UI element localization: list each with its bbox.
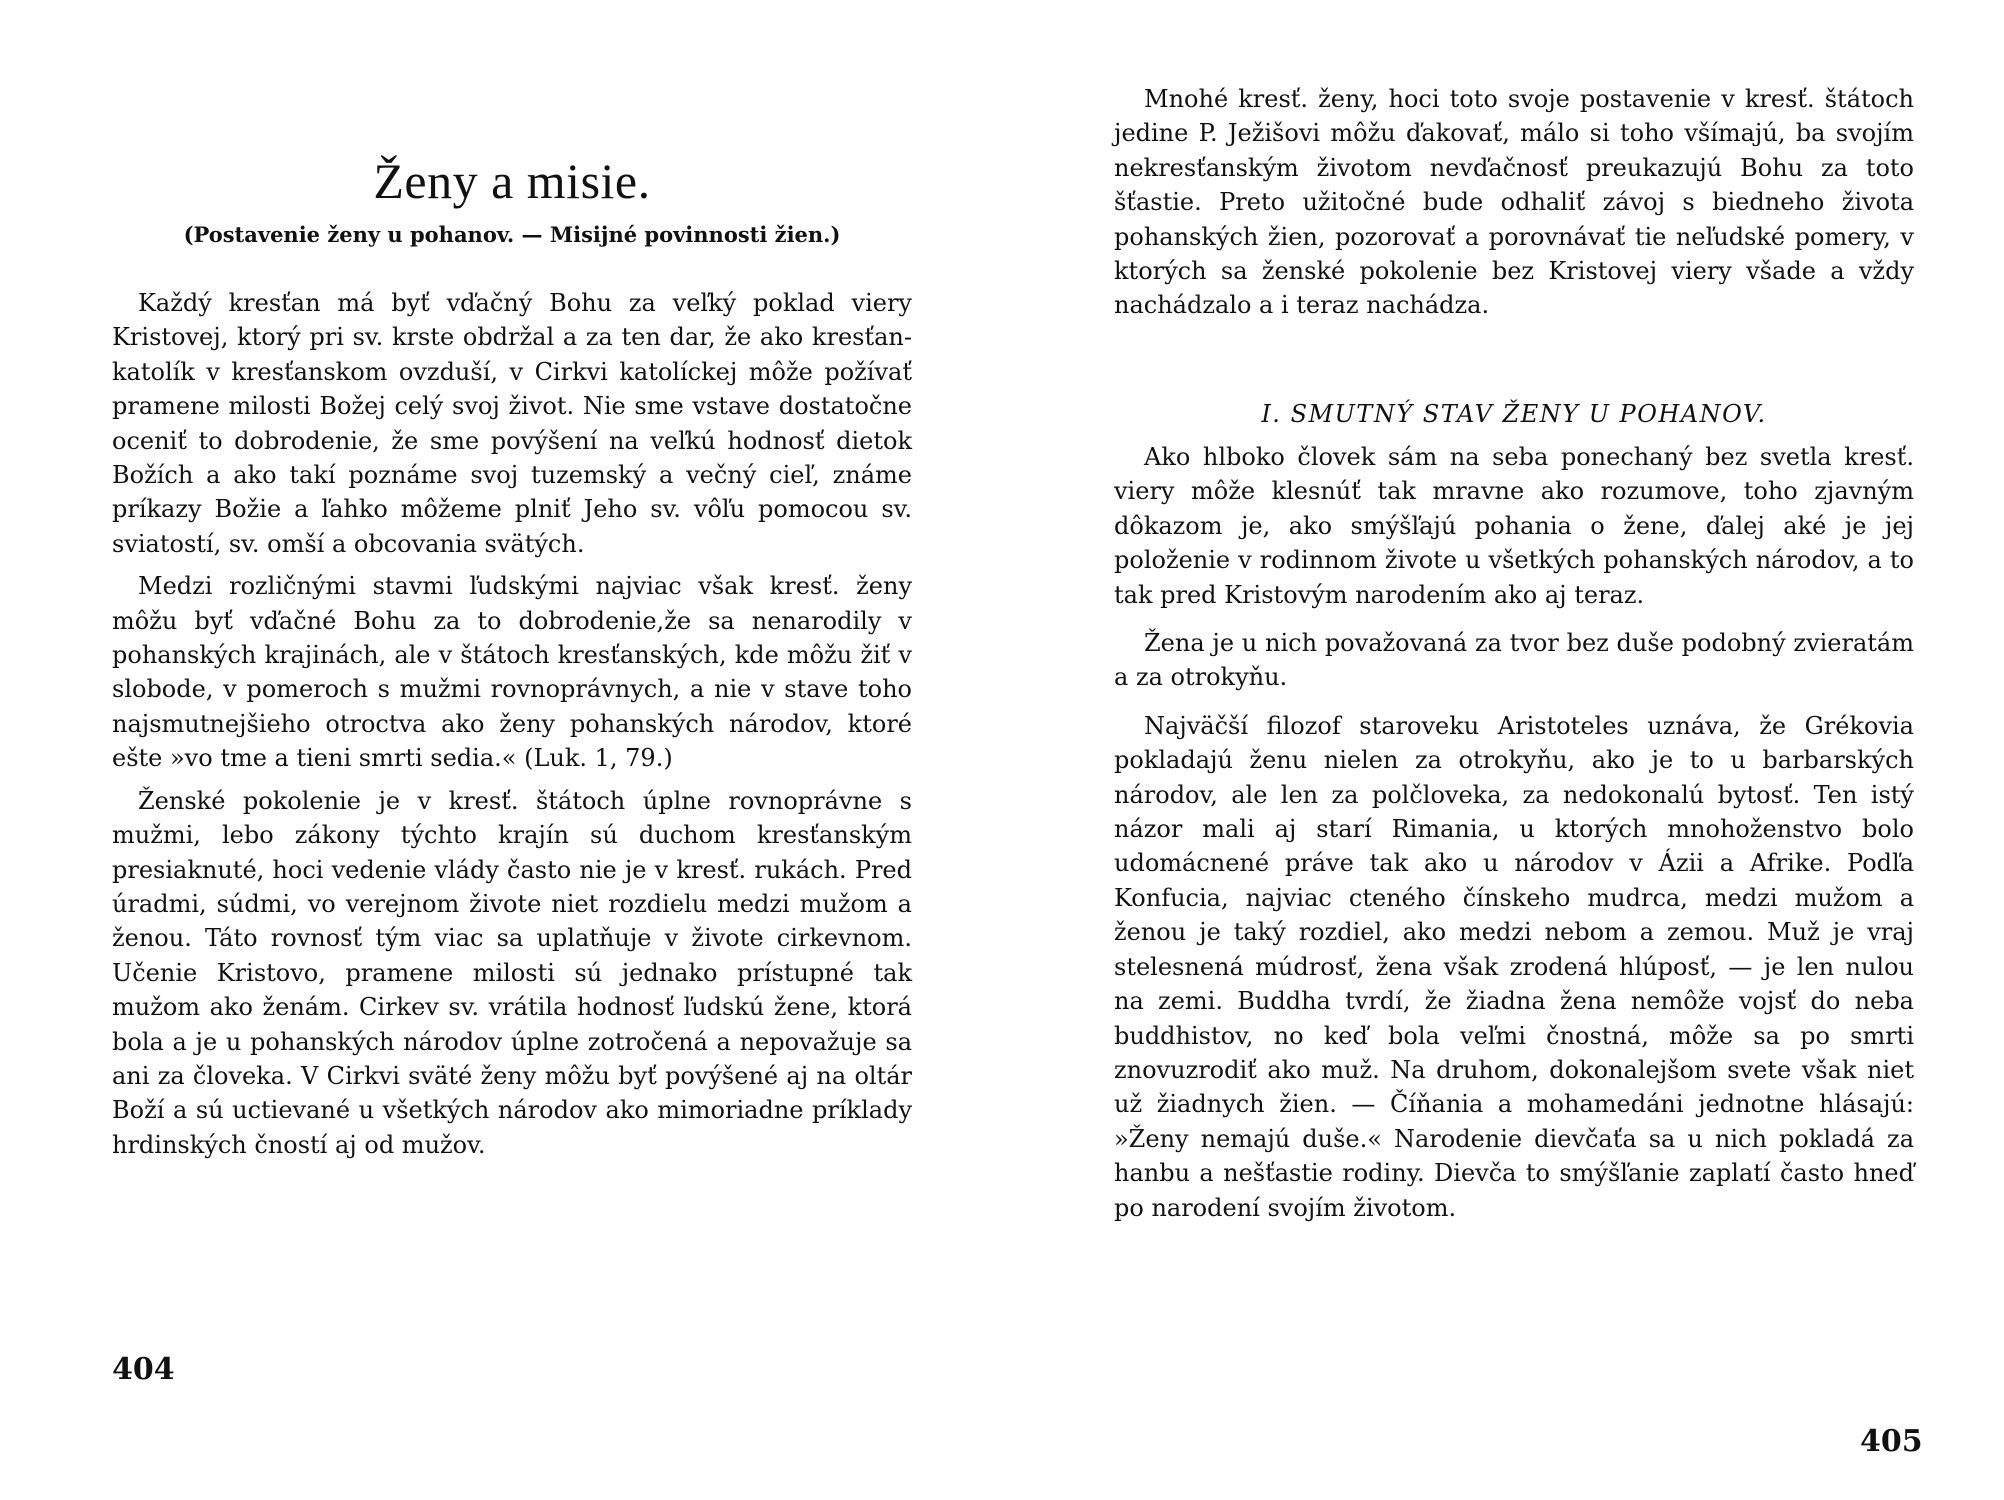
chapter-title: Ženy a misie. (373, 153, 651, 209)
page-number-left: 404 (112, 1352, 175, 1387)
paragraph: Mnohé kresť. ženy, hoci toto svoje postavenie v kresť. štátoch jedine P. Ježišovi môžu ďakovať, málo si toho všímajú, ba svojím nekresťanským životom nevďačnosť preukazujú Bohu za toto šťastie. Preto užitočné bude odhaliť závoj s biedneho života pohanských žien, pozorovať a porovnávať tie neľudské pomery, v ktorých sa ženské pokolenie bez Kristovej viery všade a vždy nachádzalo a i teraz nachádza. (1114, 85, 1914, 320)
paragraph: Ženské pokolenie je v kresť. štátoch úplne rovnoprávne s mužmi, lebo zákony týchto krajín sú duchom kresťanským presiaknuté, hoci vedenie vlády často nie je v kresť. rukách. Pred úradmi, súdmi, vo verejnom živote niet rozdielu medzi mužom a ženou. Táto rovnosť tým viac sa uplatňuje v živote cirkevnom. Učenie Kristovo, pramene milosti sú jednako prístupné tak mužom ako ženám. Cirkev sv. vrátila hodnosť ľudskú žene, ktorá bola a je u pohanských národov úplne zotročená a nepovažuje sa ani za človeka. V Cirkvi sväté ženy môžu byť povýšené aj na oltár Boží a sú uctievané u všetkých národov ako mimoriadne príklady hrdinských čností aj od mužov. (112, 786, 912, 1159)
paragraph: Každý kresťan má byť vďačný Bohu za veľký poklad viery Kristovej, ktorý pri sv. krste obdržal a za ten dar, že ako kresťan-katolík v kresťanskom ovzduší, v Cirkvi katolíckej môže požívať pramene milosti Božej celý svoj život. Nie sme vstave dostatočne oceniť to dobrodenie, že sme povýšení na veľkú hodnosť dietok Božích a ako takí poznáme svoj tuzemský a večný cieľ, známe príkazy Božie a ľahko môžeme plniť Jeho sv. vôľu pomocou sv. sviatostí, sv. omší a obcovania svätých. (112, 289, 912, 558)
paragraph: Medzi rozličnými stavmi ľudskými najviac však kresť. ženy môžu byť vďačné Bohu za to dobrodenie,že sa nenarodily v pohanských krajinách, ale v štátoch kresťanských, kde môžu žiť v slobode, v pomeroch s mužmi rovnoprávnych, a nie v stave toho najsmutnejšieho otroctva ako ženy pohanských národov, ktoré ešte »vo tme a tieni smrti sedia.« (Luk. 1, 79.) (112, 572, 912, 773)
chapter-subtitle: (Postavenie ženy u pohanov. — Misijné povinnosti žien.) (183, 222, 841, 247)
page-number-right: 405 (1860, 1424, 1923, 1459)
paragraph: Ako hlboko človek sám na seba ponechaný bez svetla kresť. viery môže klesnúť tak mravne ako rozumove, toho zjavným dôkazom je, ako smýšľajú pohania o žene, ďalej aké je jej položenie v rodinnom živote u všetkých pohanských národov, a to tak pred Kristovým narodením ako aj teraz. (1114, 443, 1914, 609)
right-intro-text (1114, 82, 1914, 323)
right-body-text (1114, 440, 1914, 1225)
section-heading: I. SMUTNÝ STAV ŽENY U POHANOV. (1261, 400, 1767, 428)
paragraph: Najväčší filozof staroveku Aristoteles uznáva, že Grékovia pokladajú ženu nielen za otrokyňu, ako je to u barbarských národov, ale len za polčloveka, za nedokonalú bytosť. Ten istý názor mali aj starí Rimania, u ktorých mnohoženstvo bolo udomácnené práve tak ako u národov v Ázii a Afrike. Podľa Konfucia, najviac cteného čínskeho mudrca, medzi mužom a ženou je taký rozdiel, ako medzi nebom a zemou. Muž je vraj stelesnená múdrosť, žena však zrodená hlúposť, — je len nulou na zemi. Buddha tvrdí, že žiadna žena nemôže vojsť do neba buddhistov, no keď bola veľmi čnostná, môže sa po smrti znovuzrodiť ako muž. Na druhom, dokonalejšom svete však niet už žiadnych žien. — Číňania a mohamedáni jednotne hlásajú: »Ženy nemajú duše.« Narodenie dievčaťa sa u nich pokladá za hanbu a nešťastie rodiny. Dievča to smýšľanie zaplatí často hneď po narodení svojím životom. (1114, 711, 1914, 1222)
right-page (1002, 0, 2004, 1500)
left-body-text (112, 286, 912, 1162)
paragraph: Žena je u nich považovaná za tvor bez duše podobný zvieratám a za otrokyňu. (1114, 629, 1914, 692)
